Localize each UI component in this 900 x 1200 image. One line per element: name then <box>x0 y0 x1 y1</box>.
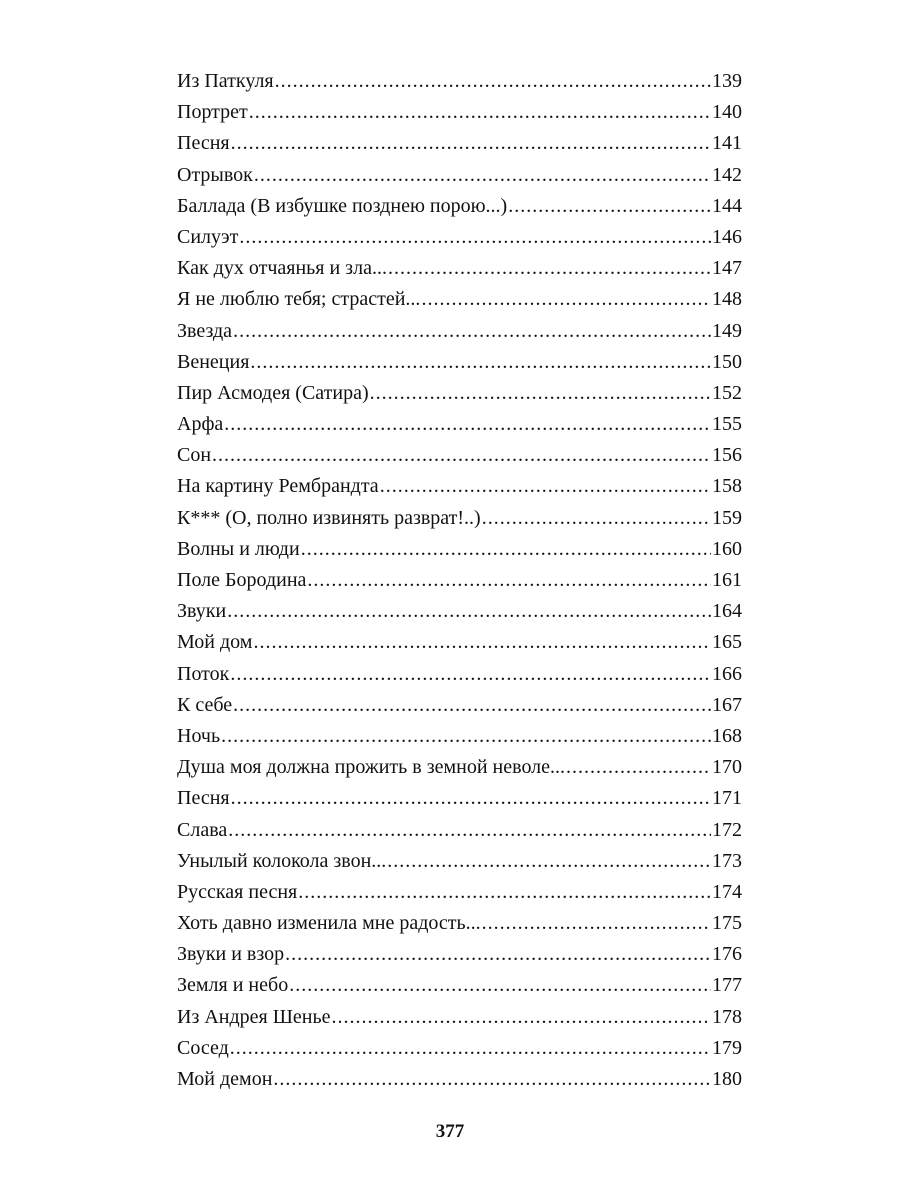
toc-entry-page: 141 <box>712 132 742 155</box>
table-of-contents <box>177 66 742 1095</box>
toc-dot-leader <box>482 908 711 939</box>
toc-entry <box>177 659 742 690</box>
toc-entry-title: Поле Бородина <box>177 569 307 591</box>
toc-entry-title: Поток <box>177 662 230 685</box>
toc-entry <box>177 534 742 565</box>
toc-entry-page: 171 <box>712 787 742 810</box>
toc-dot-leader <box>239 222 711 253</box>
toc-entry-page: 177 <box>712 974 742 997</box>
toc-entry-page: 148 <box>712 288 742 311</box>
toc-entry <box>177 284 742 315</box>
toc-entry-page: 140 <box>712 101 742 124</box>
toc-entry-title: Ночь <box>177 724 221 747</box>
toc-entry-title: Венеция <box>177 350 250 373</box>
toc-dot-leader <box>230 1033 711 1064</box>
toc-entry-title: Унылый колокола звон... <box>177 849 387 872</box>
toc-dot-leader <box>388 253 711 284</box>
toc-dot-leader <box>301 534 711 565</box>
toc-dot-leader <box>249 97 711 128</box>
toc-entry <box>177 565 742 596</box>
toc-entry-page: 155 <box>712 413 742 436</box>
toc-entry <box>177 160 742 191</box>
toc-entry <box>177 471 742 502</box>
toc-entry-title: Душа моя должна прожить в земной неволе... <box>177 756 566 779</box>
toc-entry-page: 165 <box>712 631 742 654</box>
toc-dot-leader <box>566 752 711 783</box>
toc-dot-leader <box>250 347 711 378</box>
toc-dot-leader <box>508 191 711 222</box>
toc-entry-title: Песня <box>177 787 230 810</box>
toc-entry <box>177 627 742 658</box>
toc-entry <box>177 596 742 627</box>
toc-entry-page: 168 <box>712 724 742 747</box>
toc-entry-page: 142 <box>712 163 742 186</box>
toc-entry-title: Пир Асмодея (Сатира) <box>177 381 369 404</box>
toc-entry-title: Арфа <box>177 413 224 436</box>
toc-dot-leader <box>227 596 711 627</box>
toc-entry-title: Сосед <box>177 1036 229 1059</box>
toc-entry-page: 144 <box>712 194 742 217</box>
toc-entry-page: 174 <box>712 880 742 903</box>
toc-dot-leader <box>370 378 711 409</box>
toc-entry-page: 146 <box>712 225 742 248</box>
toc-entry <box>177 970 742 1001</box>
toc-entry-title: Сон <box>177 444 212 467</box>
page-number: 377 <box>435 1121 465 1142</box>
toc-dot-leader <box>298 877 711 908</box>
toc-entry-title: Мой демон <box>177 1068 273 1090</box>
toc-entry-title: На картину Рембрандта <box>177 475 379 498</box>
toc-entry-title: Силуэт <box>177 225 239 248</box>
toc-entry-title: К себе <box>177 693 233 716</box>
toc-entry-title: Отрывок <box>177 163 253 186</box>
toc-entry-title: Песня <box>177 132 230 155</box>
toc-entry <box>177 877 742 908</box>
toc-entry-title: Портрет <box>177 101 248 124</box>
toc-entry <box>177 253 742 284</box>
toc-entry <box>177 752 742 783</box>
toc-dot-leader <box>233 690 711 721</box>
toc-entry <box>177 440 742 471</box>
toc-entry <box>177 378 742 409</box>
toc-entry-title: Волны и люди <box>177 537 300 560</box>
toc-entry-page: 172 <box>712 818 742 841</box>
toc-dot-leader <box>228 815 711 846</box>
toc-entry <box>177 1033 742 1064</box>
toc-entry <box>177 908 742 939</box>
toc-entry-page: 152 <box>712 381 742 404</box>
toc-entry <box>177 97 742 128</box>
toc-entry-page: 149 <box>712 319 742 342</box>
toc-entry <box>177 846 742 877</box>
toc-entry-page: 170 <box>712 756 742 779</box>
toc-entry-page: 159 <box>712 506 742 529</box>
toc-entry-page: 173 <box>712 849 742 872</box>
toc-entry-page: 160 <box>712 537 742 560</box>
toc-dot-leader <box>233 316 711 347</box>
toc-entry <box>177 503 742 534</box>
toc-dot-leader <box>254 160 711 191</box>
toc-entry <box>177 66 742 97</box>
toc-dot-leader <box>387 846 711 877</box>
toc-entry-page: 175 <box>712 912 742 935</box>
toc-dot-leader <box>482 503 711 534</box>
toc-dot-leader <box>289 970 711 1001</box>
toc-entry-title: Звуки <box>177 600 227 623</box>
toc-dot-leader <box>224 409 711 440</box>
toc-entry-page: 147 <box>712 257 742 280</box>
toc-dot-leader <box>285 939 711 970</box>
toc-entry-page: 167 <box>712 693 742 716</box>
toc-entry-title: Слава <box>177 818 228 841</box>
toc-entry-page: 156 <box>712 444 742 467</box>
toc-entry-title: Из Паткуля <box>177 70 274 92</box>
toc-dot-leader <box>231 128 711 159</box>
toc-entry-page: 164 <box>712 600 742 623</box>
toc-dot-leader <box>273 1064 711 1095</box>
toc-dot-leader <box>212 440 711 471</box>
toc-entry-title: Как дух отчаянья и зла... <box>177 257 387 280</box>
toc-entry-title: Баллада (В избушке позднею порою...) <box>177 194 508 217</box>
toc-entry-title: Звезда <box>177 319 233 342</box>
toc-dot-leader <box>332 1002 712 1033</box>
toc-entry-page: 166 <box>712 662 742 685</box>
toc-entry <box>177 128 742 159</box>
toc-entry <box>177 191 742 222</box>
toc-entry <box>177 721 742 752</box>
toc-entry <box>177 1002 742 1033</box>
toc-dot-leader <box>275 66 711 97</box>
toc-entry <box>177 815 742 846</box>
toc-entry-title: Мой дом <box>177 631 253 654</box>
toc-entry <box>177 222 742 253</box>
toc-entry-page: 139 <box>712 70 742 92</box>
toc-entry-title: Русская песня <box>177 880 298 903</box>
toc-entry-title: Звуки и взор <box>177 943 285 966</box>
toc-entry-title: К*** (О, полно извинять разврат!..) <box>177 506 481 529</box>
toc-entry <box>177 1064 742 1095</box>
toc-entry <box>177 316 742 347</box>
toc-dot-leader <box>253 627 711 658</box>
toc-entry-page: 180 <box>712 1068 742 1090</box>
toc-entry-title: Из Андрея Шенье <box>177 1005 331 1028</box>
toc-entry-title: Земля и небо <box>177 974 289 997</box>
toc-dot-leader <box>231 783 711 814</box>
toc-entry <box>177 939 742 970</box>
toc-entry <box>177 409 742 440</box>
toc-entry <box>177 690 742 721</box>
toc-entry <box>177 783 742 814</box>
toc-entry-page: 150 <box>712 350 742 373</box>
toc-entry-title: Я не люблю тебя; страстей... <box>177 288 421 311</box>
toc-dot-leader <box>221 721 711 752</box>
toc-entry <box>177 347 742 378</box>
toc-entry-title: Хоть давно изменила мне радость... <box>177 912 481 935</box>
toc-dot-leader <box>421 284 711 315</box>
toc-dot-leader <box>307 565 711 596</box>
toc-dot-leader <box>380 471 711 502</box>
toc-entry-page: 178 <box>712 1005 742 1028</box>
toc-entry-page: 161 <box>712 569 742 591</box>
toc-dot-leader <box>230 659 711 690</box>
toc-entry-page: 179 <box>712 1036 742 1059</box>
toc-entry-page: 176 <box>712 943 742 966</box>
toc-entry-page: 158 <box>712 475 742 498</box>
